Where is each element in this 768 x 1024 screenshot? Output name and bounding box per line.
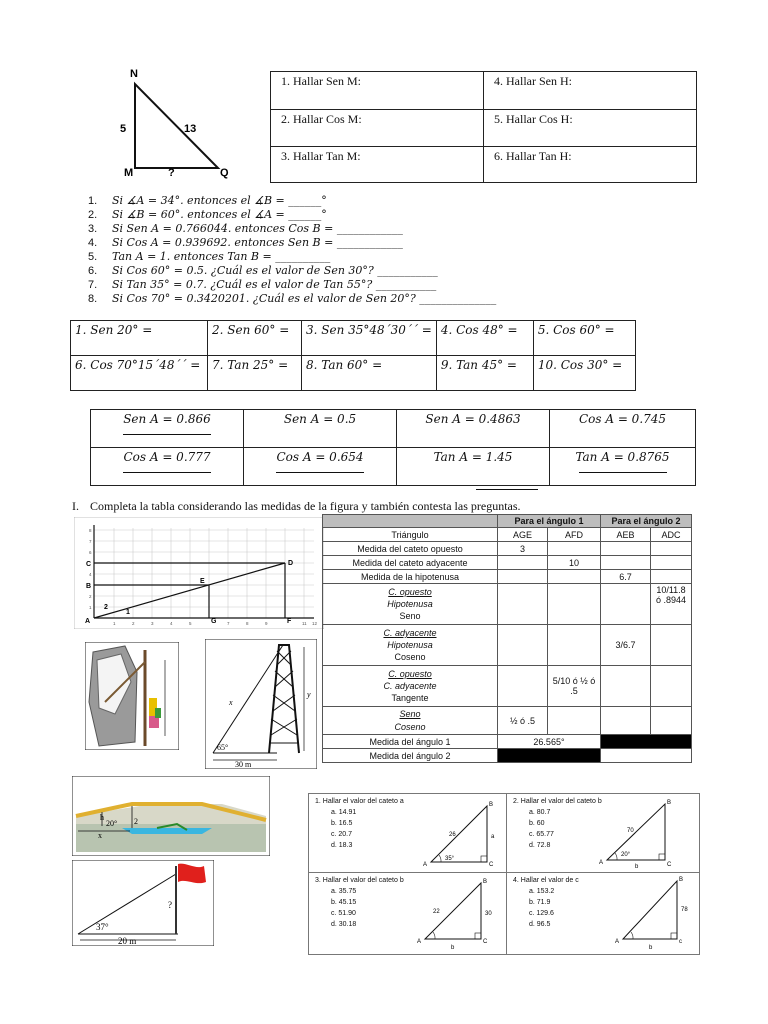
vertex-label: C <box>667 862 672 868</box>
side-label: b <box>649 945 653 951</box>
table-cell <box>601 749 692 763</box>
table-cell <box>601 707 651 735</box>
table-cell <box>651 570 692 584</box>
problems-grid <box>308 793 700 955</box>
ratio-cell: Sen A = 0.4863 <box>397 410 550 448</box>
table-cell <box>548 542 601 556</box>
ratio-table <box>90 409 696 486</box>
segment-label: 1 <box>126 609 130 616</box>
table-cell: 5/10 ó ½ ó .5 <box>548 666 601 707</box>
triangle-figure <box>603 875 699 951</box>
list-item: 8. Si Cos 70° = 0.3420201. ¿Cuál es el valor de Sen 20°? ______________ <box>88 292 497 305</box>
option-item: a. 80.7 <box>529 809 551 816</box>
blacked-cell <box>498 749 601 763</box>
table-cell <box>548 625 601 666</box>
table-row <box>323 584 692 625</box>
header-cell: Para el ángulo 2 <box>601 515 692 528</box>
vertex-label: C <box>489 862 494 868</box>
problem-cell <box>507 873 700 955</box>
table-cell <box>651 666 692 707</box>
table-cell <box>601 666 651 707</box>
height-label: y <box>307 690 311 699</box>
table-row <box>323 570 692 584</box>
option-item: d. 18.3 <box>331 842 353 849</box>
point-d-label: D <box>288 560 294 567</box>
row-label: Medida del cateto opuesto <box>323 542 498 556</box>
option-item: b. 45.15 <box>331 899 357 906</box>
vertex-label: B <box>679 877 684 883</box>
h-label: h <box>100 813 104 822</box>
header-cell <box>323 515 498 528</box>
side-label: 26 <box>449 832 456 838</box>
option-item: c. 51.90 <box>331 910 356 917</box>
hallar-table <box>270 71 697 183</box>
blacked-cell <box>601 735 692 749</box>
row-label: C. adyacente Hipotenusa Coseno <box>323 625 498 666</box>
table-cell: 3/6.7 <box>601 625 651 666</box>
segment-label: 2 <box>104 604 108 611</box>
ratio-cell: Cos A = 0.777 <box>91 448 244 486</box>
tick-label: 7 <box>89 539 92 544</box>
trig-cell: 5. Cos 60° = <box>533 321 635 356</box>
angle-label: 35° <box>445 856 455 862</box>
angle-label: 20° <box>621 852 631 858</box>
option-item: b. 60 <box>529 820 545 827</box>
tick-label: 1 <box>89 605 92 610</box>
side-label: 22 <box>433 909 440 915</box>
option-item: a. 14.91 <box>331 809 357 816</box>
row-label: Seno Coseno <box>323 707 498 735</box>
list-item: 5. Tan A = 1. entonces Tan B = __________ <box>88 250 331 263</box>
option-item: c. 65.77 <box>529 831 554 838</box>
table-row <box>323 735 692 749</box>
table-cell <box>498 584 548 625</box>
table-cell <box>601 556 651 570</box>
vertex-m-label: M <box>124 167 134 179</box>
width-label: 2 <box>134 817 138 826</box>
triangle-figure <box>409 875 501 951</box>
point-e-label: E <box>200 578 205 585</box>
side-label: a <box>491 834 495 840</box>
header-cell: AGE <box>498 528 548 542</box>
table-cell: 26.565° <box>498 735 601 749</box>
option-item: d. 30.18 <box>331 921 357 928</box>
option-item: b. 16.5 <box>331 820 353 827</box>
ratio-cell: Cos A = 0.654 <box>244 448 397 486</box>
vertex-label: A <box>599 860 604 866</box>
flag-height-label: ? <box>168 900 172 910</box>
table-row <box>323 556 692 570</box>
table-cell <box>651 625 692 666</box>
hyp-label: x <box>229 698 233 707</box>
table-row <box>323 749 692 763</box>
coordinate-graph <box>74 517 324 629</box>
row-label: Medida del ángulo 2 <box>323 749 498 763</box>
tick-label: 2 <box>89 594 92 599</box>
table-cell <box>651 707 692 735</box>
trig-cell: 8. Tan 60° = <box>302 356 437 391</box>
row-label: C. opuesto C. adyacente Tangente <box>323 666 498 707</box>
vertex-label: c <box>679 939 682 945</box>
fill-table <box>322 514 692 763</box>
vertex-label: A <box>423 862 428 868</box>
table-cell <box>601 584 651 625</box>
table-cell: ½ ó .5 <box>498 707 548 735</box>
table-cell <box>498 625 548 666</box>
tick-label: 6 <box>89 550 92 555</box>
bridge-angle-label: 20° <box>106 819 118 828</box>
triangle-nmq-figure <box>110 64 240 184</box>
table-row <box>323 542 692 556</box>
table-cell <box>498 556 548 570</box>
list-item: 6. Si Cos 60° = 0.5. ¿Cuál es el valor de Sen 30°? ___________ <box>88 264 438 277</box>
problem-title: 1. Hallar el valor del cateto a <box>315 798 404 805</box>
table-row <box>323 625 692 666</box>
side-label: 70 <box>627 828 634 834</box>
flag-figure <box>72 860 214 946</box>
table-cell <box>651 556 692 570</box>
ratio-cell: Tan A = 0.8765 <box>550 448 696 486</box>
triangle-figure <box>419 798 499 870</box>
vertex-label: B <box>489 802 494 808</box>
problem-title: 2. Hallar el valor del cateto b <box>513 798 602 805</box>
list-item: 3. Si Sen A = 0.766044. entonces Cos B = ____________ <box>88 222 403 235</box>
problem-cell <box>309 873 507 955</box>
trig-cell: 6. Cos 70°15´48´´ = <box>71 356 208 391</box>
tick-label: 11 <box>302 621 307 626</box>
option-item: b. 71.9 <box>529 899 551 906</box>
task-cell: 2. Hallar Cos M: <box>271 110 484 147</box>
triangle-figure <box>599 798 695 870</box>
ratio-cell: Tan A = 1.45 <box>397 448 550 486</box>
table-cell: 6.7 <box>601 570 651 584</box>
table-cell <box>548 707 601 735</box>
vertex-q-label: Q <box>220 167 229 179</box>
row-label: C. opuesto Hipotenusa Seno <box>323 584 498 625</box>
trig-cell: 2. Sen 60° = <box>208 321 302 356</box>
row-label: Medida del ángulo 1 <box>323 735 498 749</box>
task-cell: 6. Hallar Tan H: <box>484 147 697 183</box>
problem-cell <box>507 794 700 873</box>
point-g-label: G <box>211 618 217 625</box>
trig-cell: 1. Sen 20° = <box>71 321 208 356</box>
table-cell: 3 <box>498 542 548 556</box>
vertex-label: A <box>615 939 620 945</box>
side-hyp-label: 13 <box>184 123 197 135</box>
ratio-cell: Cos A = 0.745 <box>550 410 696 448</box>
x-label: x <box>98 831 102 840</box>
option-item: c. 129.6 <box>529 910 554 917</box>
tick-label: 7 <box>227 621 230 626</box>
flag-angle-label: 37° <box>96 922 109 932</box>
vertex-label: B <box>483 879 488 885</box>
side-label: b <box>451 945 455 951</box>
table-cell <box>651 542 692 556</box>
angle-label: 65° <box>217 743 229 752</box>
option-item: c. 20.7 <box>331 831 353 838</box>
table-row <box>323 707 692 735</box>
option-item: d. 72.8 <box>529 842 551 849</box>
ratio-cell: Sen A = 0.866 <box>91 410 244 448</box>
tick-label: 8 <box>89 528 92 533</box>
header-cell: AEB <box>601 528 651 542</box>
table-cell <box>601 542 651 556</box>
trig-values-table <box>70 320 636 391</box>
section-i-heading: I. Completa la tabla considerando las medidas de la figura y también contesta las preguntas. <box>72 499 521 513</box>
task-cell: 3. Hallar Tan M: <box>271 147 484 183</box>
table-cell: 10 <box>548 556 601 570</box>
flag-base-label: 20 m <box>118 936 137 946</box>
task-cell: 1. Hallar Sen M: <box>271 72 484 110</box>
list-item: 1. Si ∡A = 34°. entonces el ∡B = ______° <box>88 194 327 207</box>
trig-cell: 10. Cos 30° = <box>533 356 635 391</box>
task-cell: 4. Hallar Sen H: <box>484 72 697 110</box>
tick-label: 5 <box>189 621 192 626</box>
base-label: 30 m <box>235 760 252 769</box>
option-item: d. 96.5 <box>529 921 551 928</box>
task-cell: 5. Hallar Cos H: <box>484 110 697 147</box>
side-label: b <box>635 864 639 870</box>
table-cell <box>498 570 548 584</box>
table-row <box>323 666 692 707</box>
table-cell <box>498 666 548 707</box>
tick-label: 4 <box>170 621 173 626</box>
point-a-label: A <box>85 618 91 625</box>
header-cell: ADC <box>651 528 692 542</box>
table-cell <box>548 584 601 625</box>
side-base-label: ? <box>168 167 175 179</box>
header-cell: Para el ángulo 1 <box>498 515 601 528</box>
tick-label: 12 <box>312 621 318 626</box>
tick-label: 9 <box>265 621 268 626</box>
side-label: 78 <box>681 907 688 913</box>
tick-label: 4 <box>89 572 92 577</box>
vertex-label: C <box>483 939 488 945</box>
header-cell: Triángulo <box>323 528 498 542</box>
vertex-label: B <box>667 800 672 806</box>
row-label: Medida del cateto adyacente <box>323 556 498 570</box>
point-f-label: F <box>287 618 292 625</box>
problem-title: 3. Hallar el valor del cateto b <box>315 877 404 884</box>
table-cell: 10/11.8 ó .8944 <box>651 584 692 625</box>
option-item: a. 153.2 <box>529 888 555 895</box>
list-item: 4. Si Cos A = 0.939692. entonces Sen B = ____________ <box>88 236 403 249</box>
trig-cell: 7. Tan 25° = <box>208 356 302 391</box>
problem-cell <box>309 794 507 873</box>
point-c-label: C <box>86 561 92 568</box>
side-left-label: 5 <box>120 123 127 135</box>
trig-cell: 9. Tan 45° = <box>436 356 533 391</box>
ratio-cell: Sen A = 0.5 <box>244 410 397 448</box>
answer-line <box>476 489 538 490</box>
tower-figure <box>205 639 317 769</box>
table-cell <box>548 570 601 584</box>
point-b-label: B <box>86 583 92 590</box>
tick-label: 3 <box>151 621 154 626</box>
list-item: 7. Si Tan 35° = 0.7. ¿Cuál es el valor de Tan 55°? ___________ <box>88 278 437 291</box>
header-cell: AFD <box>548 528 601 542</box>
trig-cell: 4. Cos 48° = <box>436 321 533 356</box>
bridge-figure <box>72 776 270 856</box>
wall-ladder-figure <box>85 642 179 750</box>
row-label: Medida de la hipotenusa <box>323 570 498 584</box>
exercise-list <box>88 194 496 306</box>
vertex-label: A <box>417 939 422 945</box>
option-item: a. 35.75 <box>331 888 357 895</box>
vertex-n-label: N <box>130 68 138 80</box>
side-label: 30 <box>485 911 492 917</box>
list-item: 2. Si ∡B = 60°. entonces el ∡A = ______° <box>88 208 327 221</box>
problem-title: 4. Hallar el valor de c <box>513 877 579 884</box>
tick-label: 2 <box>132 621 135 626</box>
tick-label: 1 <box>113 621 116 626</box>
trig-cell: 3. Sen 35°48´30´´ = <box>302 321 437 356</box>
tick-label: 8 <box>246 621 249 626</box>
